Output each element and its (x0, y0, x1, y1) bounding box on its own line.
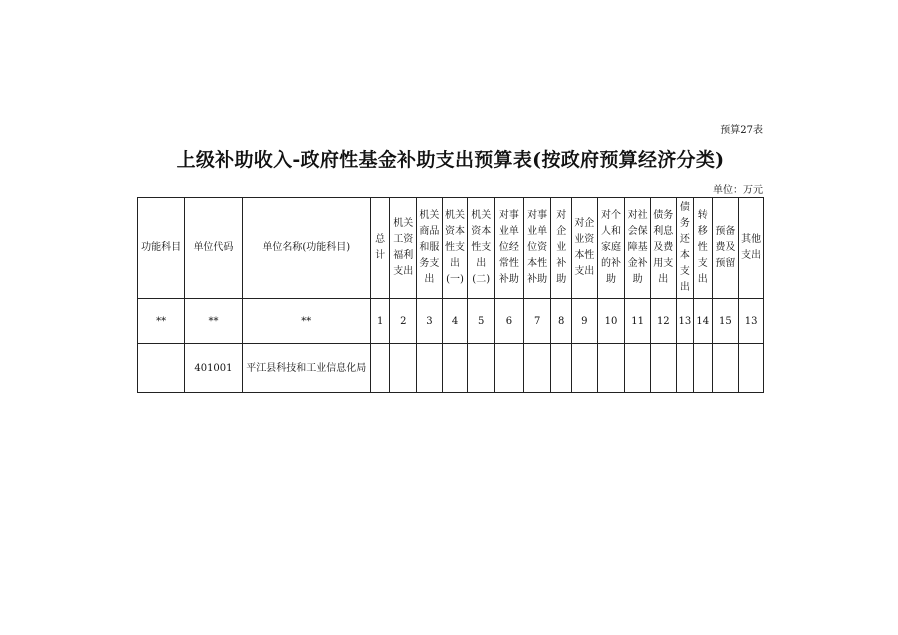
header-col-2: 机关商品和服务支出 (417, 198, 443, 299)
cell-value (694, 344, 712, 393)
header-col-13: 转移性支出 (694, 198, 712, 299)
cell-unit-name: 平江县科技和工业信息化局 (242, 344, 370, 393)
index-cell: 12 (650, 299, 676, 344)
header-col-7: 对企业补助 (551, 198, 572, 299)
header-col-8: 对企业资本性支出 (572, 198, 598, 299)
index-cell: 13 (739, 299, 764, 344)
index-cell: 14 (694, 299, 712, 344)
header-function-subject: 功能科目 (138, 198, 185, 299)
cell-function-subject (138, 344, 185, 393)
index-cell: 1 (370, 299, 389, 344)
header-col-14: 预备费及预留 (712, 198, 739, 299)
cell-value (676, 344, 693, 393)
unit-label: 单位：万元 (713, 185, 763, 196)
header-unit-code: 单位代码 (185, 198, 242, 299)
header-total: 总计 (370, 198, 389, 299)
index-cell: 11 (625, 299, 651, 344)
header-col-4: 机关资本性支出(二) (468, 198, 495, 299)
table-row (138, 344, 764, 393)
index-cell: ** (138, 299, 185, 344)
header-col-5: 对事业单位经常性补助 (495, 198, 524, 299)
header-col-12: 债务还本支出 (676, 198, 693, 299)
index-cell: 3 (417, 299, 443, 344)
cell-value (390, 344, 417, 393)
cell-value (468, 344, 495, 393)
budget-table (137, 197, 764, 393)
index-cell: 10 (597, 299, 625, 344)
index-row (138, 299, 764, 344)
index-cell: 5 (468, 299, 495, 344)
cell-value (650, 344, 676, 393)
header-col-9: 对个人和家庭的补助 (597, 198, 625, 299)
header-col-11: 债务利息及费用支出 (650, 198, 676, 299)
cell-value (370, 344, 389, 393)
cell-value (551, 344, 572, 393)
header-col-3: 机关资本性支出(一) (442, 198, 468, 299)
cell-unit-code: 401001 (185, 344, 242, 393)
header-unit-name: 单位名称(功能科目) (242, 198, 370, 299)
table-code-label: 预算27表 (720, 125, 763, 136)
cell-value (712, 344, 739, 393)
cell-value (597, 344, 625, 393)
cell-value (417, 344, 443, 393)
index-cell: 7 (523, 299, 551, 344)
index-cell: ** (185, 299, 242, 344)
index-cell: 4 (442, 299, 468, 344)
cell-value (495, 344, 524, 393)
index-cell: 9 (572, 299, 598, 344)
index-cell: ** (242, 299, 370, 344)
index-cell: 15 (712, 299, 739, 344)
cell-value (572, 344, 598, 393)
index-cell: 2 (390, 299, 417, 344)
header-col-1: 机关工资福利支出 (390, 198, 417, 299)
header-col-10: 对社会保障基金补助 (625, 198, 651, 299)
header-col-6: 对事业单位资本性补助 (523, 198, 551, 299)
header-col-15: 其他支出 (739, 198, 764, 299)
index-cell: 13 (676, 299, 693, 344)
cell-value (523, 344, 551, 393)
index-cell: 6 (495, 299, 524, 344)
cell-value (739, 344, 764, 393)
page-title: 上级补助收入-政府性基金补助支出预算表(按政府预算经济分类) (176, 149, 725, 171)
cell-value (625, 344, 651, 393)
index-cell: 8 (551, 299, 572, 344)
table-header-row (138, 198, 764, 299)
cell-value (442, 344, 468, 393)
